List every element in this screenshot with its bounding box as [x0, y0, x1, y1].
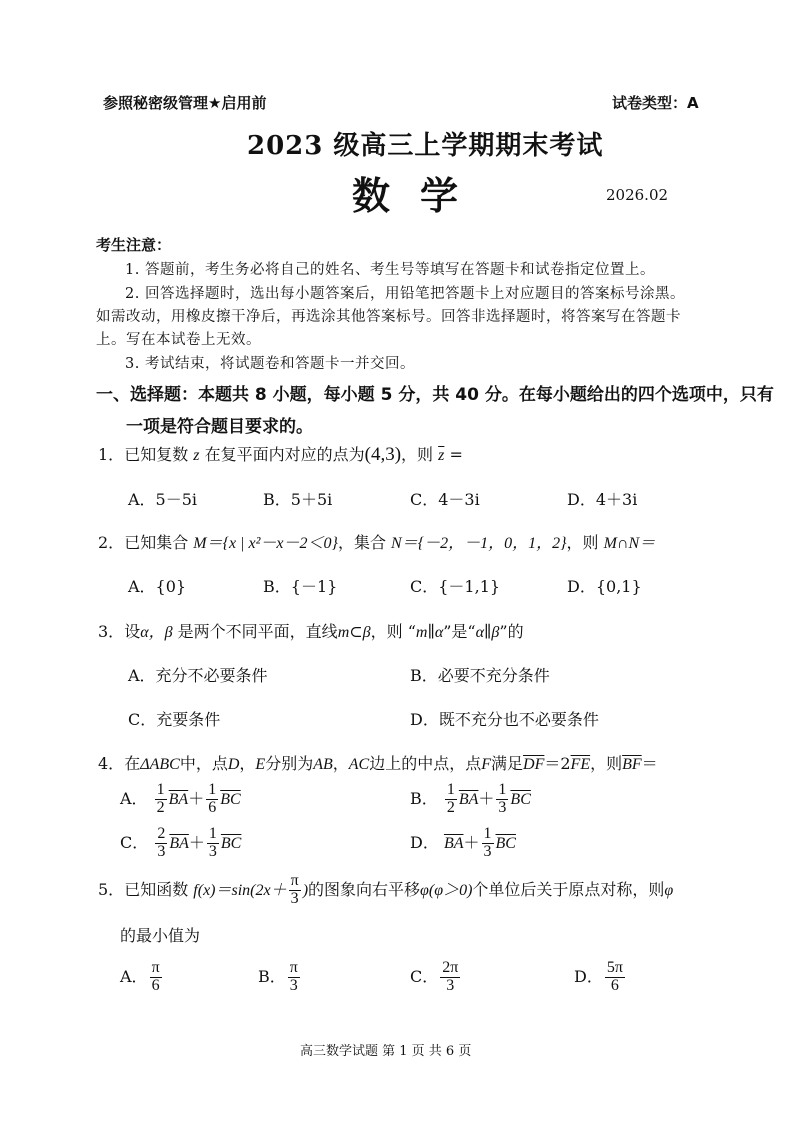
q5-b-label: B．	[258, 966, 286, 986]
q4-b-frac-2-num: 1	[498, 781, 507, 798]
q1-option-a: A．5－5i	[128, 490, 198, 509]
q4-option-b	[410, 782, 531, 817]
q1-zbar: $\overline{z}$	[438, 447, 445, 464]
q3-cond-2: α∥β	[475, 624, 500, 641]
q4-text-1: 在	[124, 754, 141, 773]
q5-d-den: 6	[610, 976, 619, 994]
note-2-line3: 上。写在本试卷上无效。	[96, 332, 261, 348]
note-3: 3. 考试结束，将试题卷和答题卡一并交回。	[125, 356, 415, 372]
q4-a-frac-2-num: 1	[208, 781, 217, 798]
note-2-line2: 如需改动，用橡皮擦干净后，再选涂其他答案标号。回答非选择题时，将答案写在答题卡	[96, 309, 681, 325]
q3-alpha-beta: α，β	[140, 624, 173, 641]
q4-d-frac-2	[482, 826, 494, 861]
q3-option-d: D．既不充分也不必要条件	[410, 710, 599, 729]
q4-a-plus: ＋	[188, 788, 205, 808]
q4-c-frac-1-den: 3	[157, 842, 166, 860]
q4-a-frac-2-den: 6	[208, 798, 217, 816]
q3-text-1: 设	[124, 622, 141, 641]
q5-option-c	[410, 960, 462, 995]
q5-close-paren: )	[302, 881, 309, 899]
q2-text-2: ，集合	[337, 533, 386, 552]
q3-text-4: ”是“	[443, 622, 476, 641]
q4-b-frac-1	[445, 782, 457, 817]
q5-c-frac	[440, 960, 460, 995]
q4-point-f: F	[481, 756, 492, 773]
q5-function: f(x)＝sin(2x＋	[193, 881, 287, 899]
q4-text-6: 边上的中点，点	[369, 754, 482, 773]
q5-phi-cond: φ(φ＞0)	[420, 881, 473, 899]
q4-a-frac-2	[206, 782, 218, 817]
q4-vec-fe: $\overline{FE}$	[570, 756, 591, 773]
question-5	[98, 873, 673, 908]
q2-option-d: D．{0,1}	[567, 577, 642, 596]
q5-a-den: 6	[151, 976, 160, 994]
q4-d-plus: ＋	[463, 832, 480, 852]
q4-a-frac-1	[155, 782, 167, 817]
q3-cond-1: m∥α	[415, 624, 444, 641]
q4-d-frac-2-num: 1	[483, 825, 492, 842]
q3-text-2: 是两个不同平面，直线	[177, 622, 338, 641]
q5-option-a	[120, 960, 164, 995]
q4-eq-2: ＝	[641, 754, 658, 773]
q4-d-vec-1: $\overline{BA}$	[443, 834, 464, 852]
q4-option-c	[120, 826, 241, 861]
q5-d-frac	[605, 960, 625, 995]
q2-expression: M∩N＝	[603, 535, 656, 552]
q4-seg-ac: AC	[348, 756, 370, 773]
q5-option-b	[258, 960, 302, 995]
q4-c-frac-2	[207, 826, 219, 861]
q5-a-num: π	[151, 959, 160, 976]
q4-d-vec-2: $\overline{BC}$	[495, 834, 516, 852]
q4-c-frac-1-num: 2	[157, 825, 166, 842]
q2-number: 2．	[98, 533, 125, 552]
q2-option-c: C．{－1,1}	[410, 577, 501, 596]
page-footer: 高三数学试题 第 1 页 共 6 页	[300, 1044, 472, 1059]
q1-option-b: B．5＋5i	[263, 490, 333, 509]
q5-c-num: 2π	[442, 959, 459, 976]
q4-number: 4．	[98, 754, 125, 773]
exam-date: 2026.02	[606, 186, 669, 204]
q2-option-a: A．{0}	[128, 577, 187, 596]
q4-text-3: ，	[239, 754, 256, 773]
q4-d-label: D．	[410, 832, 439, 852]
q1-number: 1．	[98, 445, 125, 464]
question-2	[98, 530, 655, 553]
q4-b-plus: ＋	[478, 788, 495, 808]
q5-a-label: A．	[120, 966, 148, 986]
q5-pi-over-3	[289, 873, 301, 908]
q4-eq-1: ＝2	[544, 754, 571, 773]
q5-c-den: 3	[446, 976, 455, 994]
q3-text-3: ，则 “	[370, 622, 416, 641]
q4-vec-bf: $\overline{BF}$	[622, 756, 642, 773]
q2-option-b: B．{－1}	[263, 577, 338, 596]
q3-m-subset-beta: m⊂β	[337, 624, 371, 641]
q3-option-b: B．必要不充分条件	[410, 666, 550, 685]
q4-c-frac-2-den: 3	[208, 842, 217, 860]
q1-text-2: 在复平面内对应的点为	[204, 445, 365, 464]
q4-text-7: 满足	[491, 754, 524, 773]
q4-d-frac-2-den: 3	[483, 842, 492, 860]
q5-line-2: 的最小值为	[120, 926, 201, 945]
q4-point-e: E	[255, 756, 266, 773]
note-2-line1: 2. 回答选择题时，选出每小题答案后，用铅笔把答题卡上对应题目的答案标号涂黑。	[125, 286, 685, 302]
q2-text-3: ，则	[566, 533, 599, 552]
q4-b-frac-1-den: 2	[446, 798, 455, 816]
q1-text-3: ，则	[401, 445, 434, 464]
q5-option-d	[574, 960, 627, 995]
q5-b-num: π	[289, 959, 298, 976]
q2-set-n: N＝{－2，－1，0，1，2}	[391, 535, 567, 552]
q4-b-label: B．	[410, 788, 438, 808]
q5-text-2: 的图象向右平移	[308, 879, 421, 899]
q4-c-plus: ＋	[188, 832, 205, 852]
q3-option-c: C．充要条件	[128, 710, 221, 729]
q4-seg-ab: AB	[313, 756, 333, 773]
q4-b-vec-2: $\overline{BC}$	[510, 790, 531, 808]
q4-c-frac-1	[155, 826, 167, 861]
q4-text-4: 分别为	[265, 754, 314, 773]
question-1	[98, 442, 463, 466]
q1-option-c: C．4－3i	[410, 490, 480, 509]
q3-number: 3．	[98, 622, 125, 641]
q4-b-vec-1: $\overline{BA}$	[458, 790, 479, 808]
q4-triangle: ΔABC	[140, 756, 180, 773]
q3-text-5: ”的	[499, 622, 524, 641]
q4-b-frac-1-num: 1	[446, 781, 455, 798]
q4-c-vec-1: $\overline{BA}$	[169, 834, 189, 852]
paper-type-label: 试卷类型：A	[612, 94, 699, 112]
exam-title: 2023 级高三上学期期末考试	[247, 131, 604, 161]
q4-b-frac-2-den: 3	[498, 798, 507, 816]
q4-option-d	[410, 826, 516, 861]
q4-a-label: A．	[120, 788, 148, 808]
q5-d-label: D．	[574, 966, 603, 986]
note-1: 1. 答题前，考生务必将自己的姓名、考生号等填写在答题卡和试卷指定位置上。	[125, 262, 655, 278]
q4-text-2: 中，点	[179, 754, 228, 773]
section-heading-line1: 一、选择题：本题共 8 小题，每小题 5 分，共 40 分。在每小题给出的四个选项中，只有	[96, 385, 774, 405]
q4-a-vec-2: $\overline{BC}$	[220, 790, 241, 808]
q4-text-5: ，	[332, 754, 349, 773]
q4-a-frac-1-den: 2	[156, 798, 165, 816]
q5-text-1: 已知函数	[124, 879, 189, 899]
q5-number: 5．	[98, 879, 125, 899]
question-3	[98, 619, 524, 642]
q4-c-frac-2-num: 1	[208, 825, 217, 842]
section-heading-line2: 一项是符合题目要求的。	[126, 417, 313, 437]
q4-text-8: ，则	[590, 754, 623, 773]
q4-c-label: C．	[120, 832, 149, 852]
q5-frac-num: π	[290, 872, 299, 889]
q5-text-3: 个单位后关于原点对称，则	[472, 879, 665, 899]
q5-d-num: 5π	[606, 959, 623, 976]
q3-option-a: A．充分不必要条件	[128, 666, 268, 685]
q1-eq: =	[449, 445, 463, 464]
question-4	[98, 751, 658, 774]
q4-option-a	[120, 782, 241, 817]
q1-option-d: D．4＋3i	[567, 490, 638, 509]
confidential-label: 参照秘密级管理★启用前	[103, 94, 267, 112]
q4-a-frac-1-num: 1	[156, 781, 165, 798]
q5-b-frac	[288, 960, 300, 995]
q4-vec-df: $\overline{DF}$	[523, 756, 545, 773]
subject-title: 数学	[352, 174, 489, 218]
q2-text-1: 已知集合	[124, 533, 189, 552]
q4-point-d: D	[227, 756, 240, 773]
q4-a-vec-1: $\overline{BA}$	[168, 790, 189, 808]
q2-set-m: M＝{x | x²－x－2＜0}	[193, 535, 338, 552]
q5-c-label: C．	[410, 966, 439, 986]
q5-b-den: 3	[289, 976, 298, 994]
q1-text-1: 已知复数	[124, 445, 189, 464]
notes-heading: 考生注意：	[96, 236, 172, 254]
q5-a-frac	[150, 960, 162, 995]
q5-phi: φ	[664, 881, 674, 899]
q4-b-frac-2	[496, 782, 508, 817]
q1-point: (4,3)	[364, 444, 402, 465]
q4-c-vec-2: $\overline{BC}$	[220, 834, 242, 852]
q1-var-z: z	[193, 447, 200, 464]
q5-frac-den: 3	[290, 889, 299, 907]
